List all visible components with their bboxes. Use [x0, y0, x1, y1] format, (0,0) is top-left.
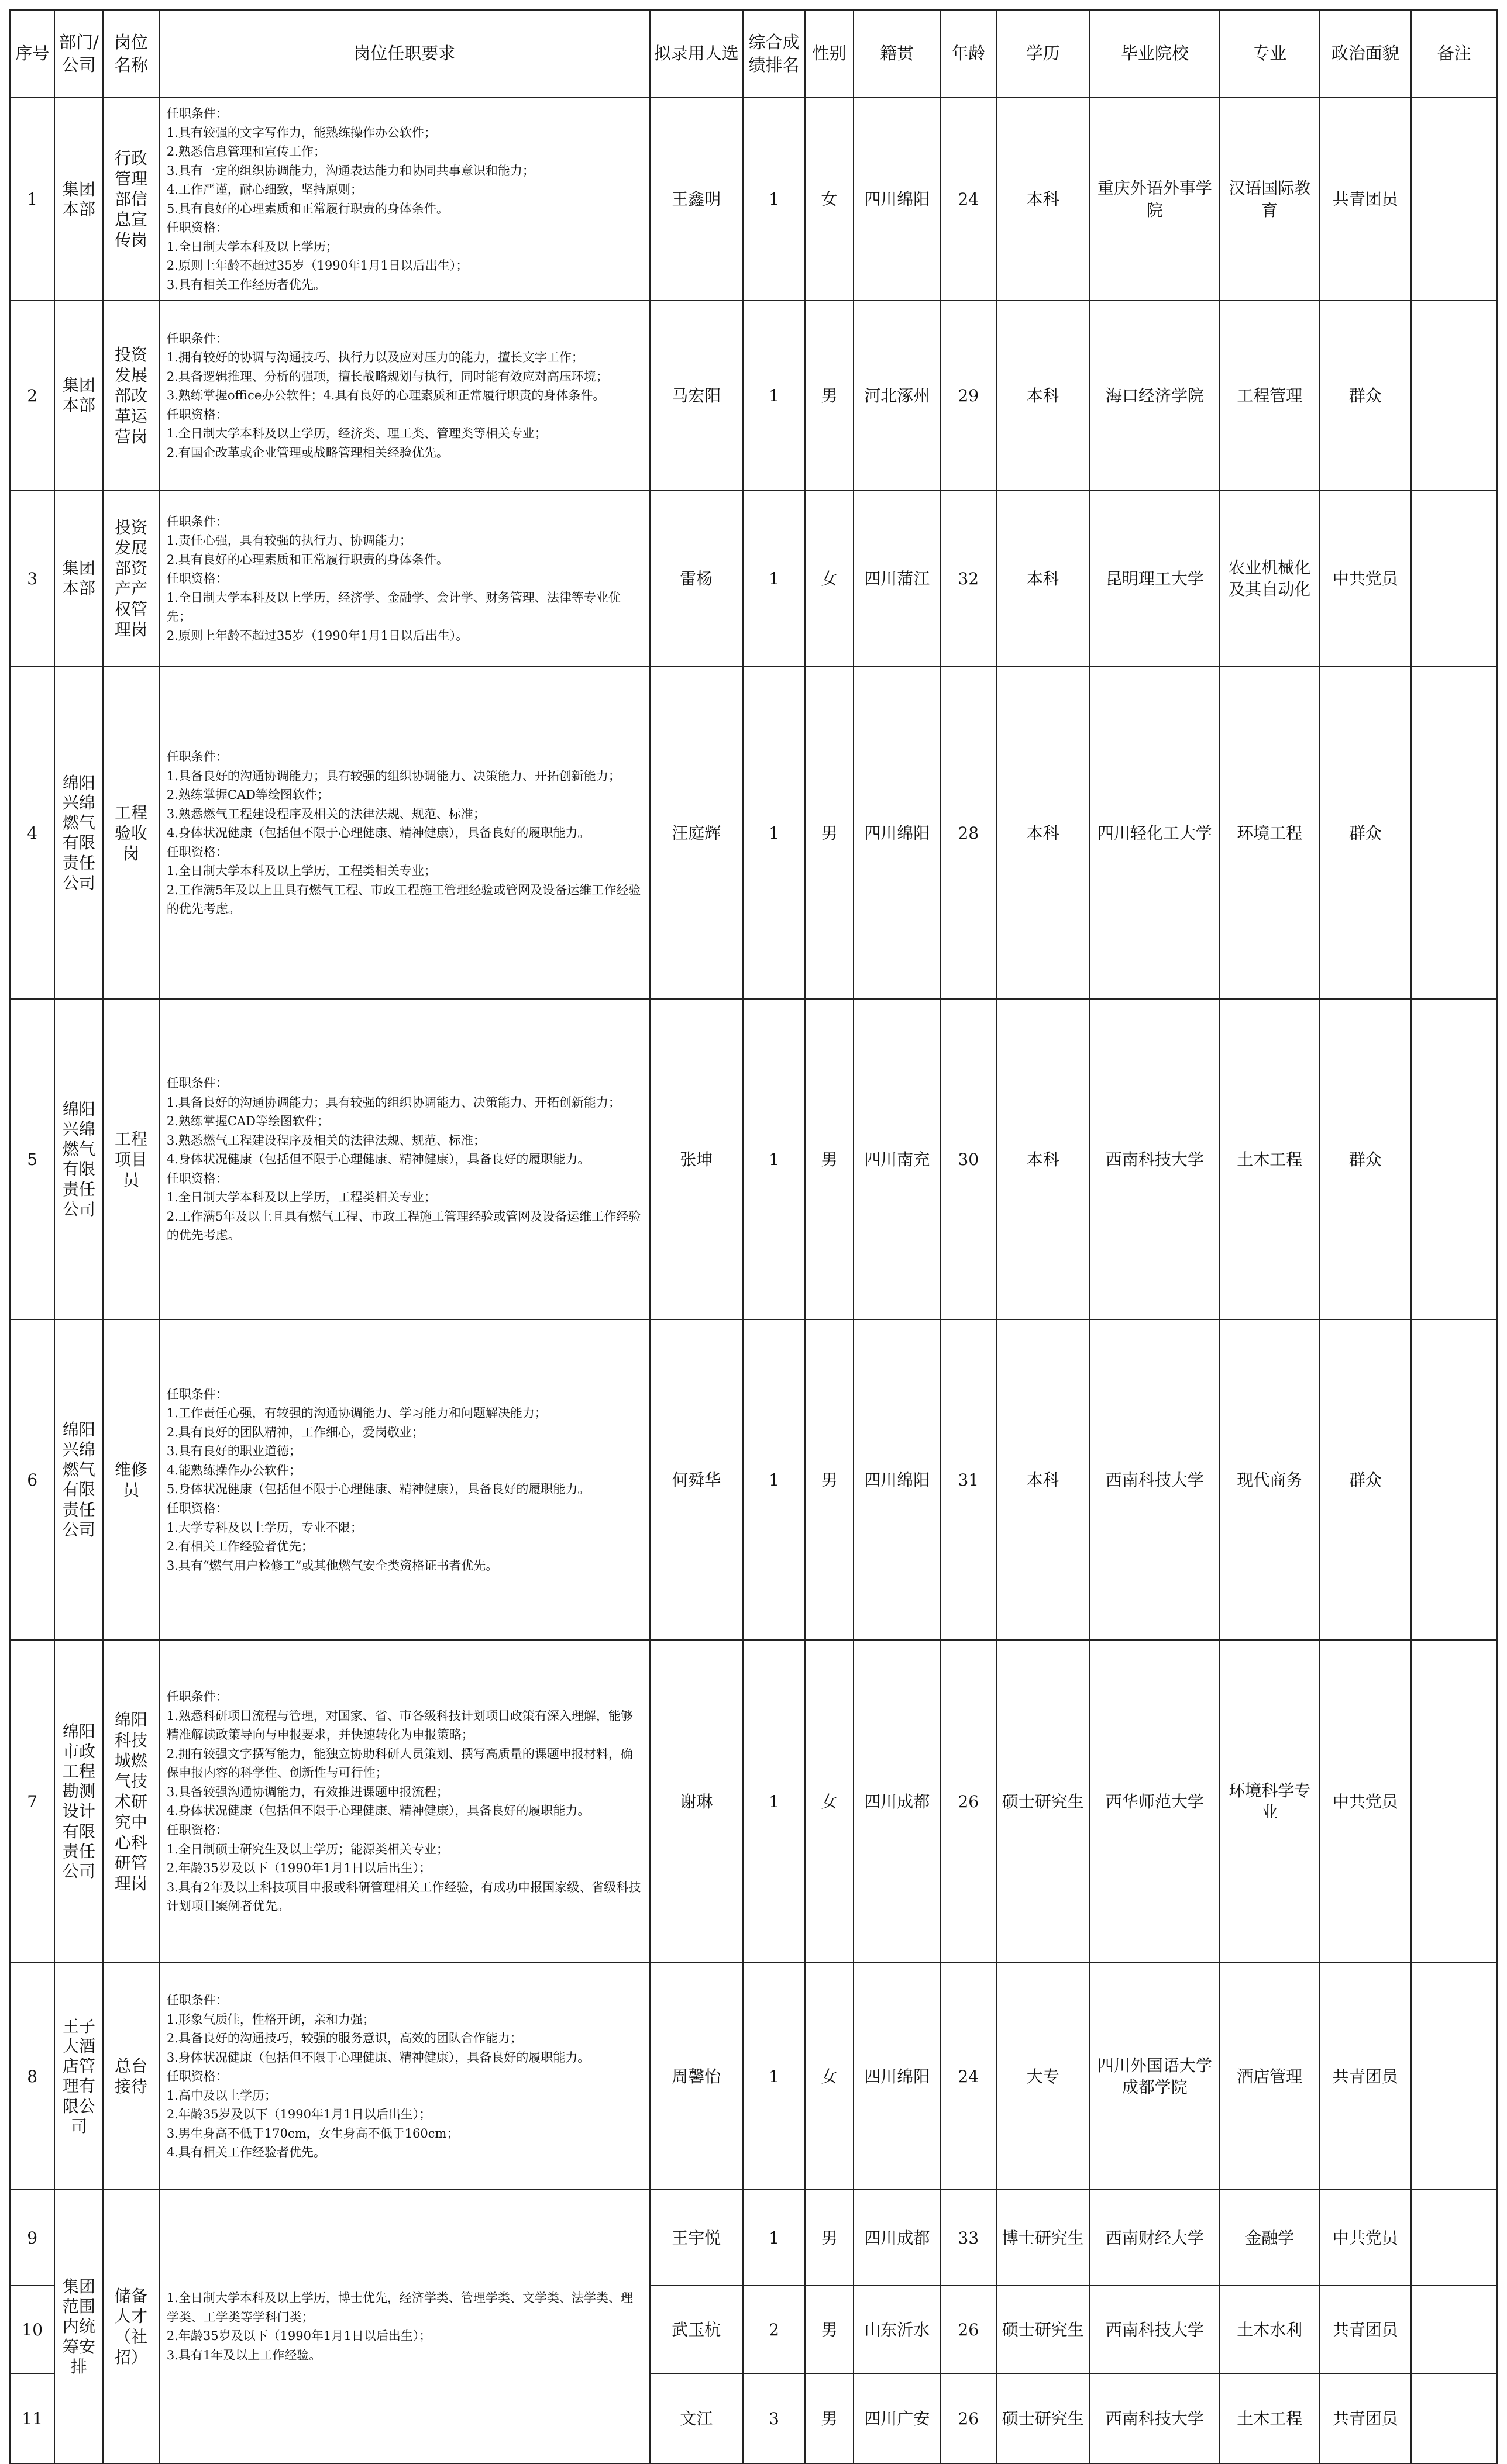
political-cell: 共青团员 — [1319, 2286, 1411, 2373]
remark-cell — [1411, 1319, 1497, 1640]
rank-cell: 1 — [743, 2190, 805, 2286]
gender-cell: 男 — [805, 2190, 854, 2286]
rank-cell: 1 — [743, 1963, 805, 2190]
education-cell: 博士研究生 — [996, 2190, 1089, 2286]
requirement-line: 1.全日制大学本科及以上学历，经济类、理工类、管理类等相关专业； — [166, 426, 547, 441]
candidate-name: 雷杨 — [650, 490, 743, 667]
origin-cell: 四川广安 — [854, 2373, 941, 2463]
requirements-cell — [159, 490, 650, 667]
header-school: 毕业院校 — [1089, 10, 1220, 98]
candidate-name: 王鑫明 — [650, 98, 743, 301]
header-post: 岗位名称 — [103, 10, 159, 98]
gender-cell: 男 — [805, 301, 854, 490]
requirements-cell — [159, 667, 650, 999]
seq-cell: 1 — [10, 98, 54, 301]
rank-cell: 1 — [743, 1640, 805, 1963]
requirement-line: 1.高中及以上学历； — [166, 2088, 277, 2103]
requirements-cell — [159, 1640, 650, 1963]
requirement-line: 任职条件： — [166, 1690, 228, 1704]
table-row — [10, 2190, 1497, 2286]
header-candidate: 拟录用人选 — [650, 10, 743, 98]
school-cell: 西南科技大学 — [1089, 2286, 1220, 2373]
candidate-name: 武玉杭 — [650, 2286, 743, 2373]
requirement-line: 3.具有2年及以上科技项目申报或科研管理相关工作经验，有成功申报国家级、省级科技计划项目案例者优先。 — [166, 1880, 641, 1914]
candidate-name: 文江 — [650, 2373, 743, 2463]
seq-cell: 3 — [10, 490, 54, 667]
major-cell: 土木工程 — [1220, 999, 1319, 1319]
requirement-line: 1.全日制大学本科及以上学历，博士优先，经济学类、管理学类、文学类、法学类、理学类、工学类等学科门类； — [166, 2291, 633, 2324]
political-cell: 共青团员 — [1319, 2373, 1411, 2463]
seq-cell: 5 — [10, 999, 54, 1319]
requirement-line: 2.有相关工作经验者优先； — [166, 1539, 314, 1554]
requirement-line: 1.大学专科及以上学历，专业不限； — [166, 1520, 363, 1535]
remark-cell — [1411, 2373, 1497, 2463]
requirement-line: 任职资格： — [166, 407, 228, 422]
candidate-name: 汪庭辉 — [650, 667, 743, 999]
school-cell: 西南科技大学 — [1089, 2373, 1220, 2463]
origin-cell: 四川绵阳 — [854, 98, 941, 301]
header-age: 年龄 — [941, 10, 997, 98]
requirement-line: 4.工作严谨，耐心细致，坚持原则； — [166, 182, 363, 197]
requirement-line: 1.具有较强的文字写作力，能熟练操作办公软件； — [166, 125, 436, 140]
post-cell: 储备人才（社招） — [103, 2190, 159, 2463]
post-cell: 投资发展部改革运营岗 — [103, 301, 159, 490]
dept-cell: 集团本部 — [54, 301, 103, 490]
seq-cell: 7 — [10, 1640, 54, 1963]
requirements-cell — [159, 999, 650, 1319]
requirement-line: 1.熟悉科研项目流程与管理，对国家、省、市各级科技计划项目政策有深入理解，能够精准解读政策导向与申报要求，并快速转化为申报策略； — [166, 1708, 633, 1742]
table-row — [10, 490, 1497, 667]
education-cell: 本科 — [996, 1319, 1089, 1640]
requirement-line: 任职条件： — [166, 750, 228, 764]
gender-cell: 女 — [805, 1963, 854, 2190]
requirement-line: 任职条件： — [166, 331, 228, 346]
hiring-table-sheet — [9, 9, 1498, 2464]
requirement-line: 任职资格： — [166, 1171, 228, 1186]
requirement-line: 2.具备良好的沟通技巧，较强的服务意识，高效的团队合作能力； — [166, 2031, 522, 2046]
requirement-line: 任职资格： — [166, 1501, 228, 1516]
education-cell: 本科 — [996, 301, 1089, 490]
seq-cell: 4 — [10, 667, 54, 999]
age-cell: 33 — [941, 2190, 997, 2286]
requirement-line: 4.身体状况健康（包括但不限于心理健康、精神健康），具备良好的履职能力。 — [166, 1152, 590, 1167]
requirement-line: 3.熟悉燃气工程建设程序及相关的法律法规、规范、标准； — [166, 1133, 486, 1147]
dept-cell: 绵阳兴绵燃气有限责任公司 — [54, 999, 103, 1319]
requirement-line: 2.熟练掌握CAD等绘图软件； — [166, 788, 329, 802]
table-row — [10, 667, 1497, 999]
political-cell: 中共党员 — [1319, 2190, 1411, 2286]
requirement-line: 1.责任心强，具有较强的执行力、协调能力； — [166, 533, 412, 548]
gender-cell: 女 — [805, 98, 854, 301]
table-body — [10, 98, 1497, 2463]
requirement-line: 1.形象气质佳，性格开朗，亲和力强； — [166, 2012, 375, 2027]
requirement-line: 2.熟悉信息管理和宣传工作； — [166, 144, 326, 159]
requirement-line: 4.身体状况健康（包括但不限于心理健康、精神健康），具备良好的履职能力。 — [166, 826, 590, 840]
requirement-line: 3.具备较强沟通协调能力，有效推进课题申报流程； — [166, 1784, 449, 1799]
requirement-line: 任职资格： — [166, 1823, 228, 1838]
requirement-line: 1.具备良好的沟通协调能力；具有较强的组织协调能力、决策能力、开拓创新能力； — [166, 1095, 621, 1109]
requirement-line: 2.年龄35岁及以下（1990年1月1日以后出生）； — [166, 2329, 432, 2344]
requirement-line: 2.具有良好的心理素质和正常履行职责的身体条件。 — [166, 552, 449, 567]
header-gender: 性别 — [805, 10, 854, 98]
age-cell: 26 — [941, 1640, 997, 1963]
requirement-line: 5.身体状况健康（包括但不限于心理健康、精神健康），具备良好的履职能力。 — [166, 1482, 590, 1497]
requirement-line: 2.具备逻辑推理、分析的强项，擅长战略规划与执行，同时能有效应对高压环境； — [166, 369, 608, 384]
political-cell: 群众 — [1319, 667, 1411, 999]
post-cell: 工程验收岗 — [103, 667, 159, 999]
table-row — [10, 98, 1497, 301]
major-cell: 工程管理 — [1220, 301, 1319, 490]
requirements-cell — [159, 1319, 650, 1640]
school-cell: 西南科技大学 — [1089, 1319, 1220, 1640]
requirement-line: 3.熟练掌握office办公软件；4.具有良好的心理素质和正常履行职责的身体条件。 — [166, 388, 605, 403]
school-cell: 四川轻化工大学 — [1089, 667, 1220, 999]
origin-cell: 山东沂水 — [854, 2286, 941, 2373]
seq-cell: 11 — [10, 2373, 54, 2463]
age-cell: 31 — [941, 1319, 997, 1640]
political-cell: 共青团员 — [1319, 98, 1411, 301]
requirement-line: 2.工作满5年及以上且具有燃气工程、市政工程施工管理经验或管网及设备运维工作经验的优先考虑。 — [166, 1209, 641, 1243]
rank-cell: 1 — [743, 1319, 805, 1640]
header-major: 专业 — [1220, 10, 1319, 98]
requirements-cell — [159, 2190, 650, 2463]
requirement-line: 3.具有1年及以上工作经验。 — [166, 2348, 322, 2363]
requirement-line: 任职条件： — [166, 1076, 228, 1090]
remark-cell — [1411, 2286, 1497, 2373]
candidate-name: 王宇悦 — [650, 2190, 743, 2286]
requirement-line: 2.工作满5年及以上且具有燃气工程、市政工程施工管理经验或管网及设备运维工作经验的优先考虑。 — [166, 883, 641, 916]
seq-cell: 8 — [10, 1963, 54, 2190]
post-cell: 行政管理部信息宣传岗 — [103, 98, 159, 301]
age-cell: 32 — [941, 490, 997, 667]
school-cell: 昆明理工大学 — [1089, 490, 1220, 667]
requirement-line: 1.全日制大学本科及以上学历，工程类相关专业； — [166, 864, 436, 878]
major-cell: 环境工程 — [1220, 667, 1319, 999]
major-cell: 土木水利 — [1220, 2286, 1319, 2373]
requirement-line: 任职条件： — [166, 514, 228, 529]
remark-cell — [1411, 1640, 1497, 1963]
gender-cell: 女 — [805, 490, 854, 667]
major-cell: 酒店管理 — [1220, 1963, 1319, 2190]
requirement-line: 3.具有一定的组织协调能力，沟通表达能力和协同共事意识和能力； — [166, 163, 535, 178]
requirement-line: 2.年龄35岁及以下（1990年1月1日以后出生）； — [166, 2107, 432, 2122]
education-cell: 大专 — [996, 1963, 1089, 2190]
gender-cell: 男 — [805, 667, 854, 999]
age-cell: 29 — [941, 301, 997, 490]
header-row — [10, 10, 1497, 98]
header-political: 政治面貌 — [1319, 10, 1411, 98]
rank-cell: 1 — [743, 98, 805, 301]
age-cell: 24 — [941, 98, 997, 301]
requirement-line: 2.拥有较强文字撰写能力，能独立协助科研人员策划、撰写高质量的课题申报材料，确保申报内容的科学性、创新性与可行性； — [166, 1746, 633, 1780]
candidate-name: 周馨怡 — [650, 1963, 743, 2190]
origin-cell: 四川绵阳 — [854, 667, 941, 999]
requirement-line: 任职资格： — [166, 2069, 228, 2084]
header-remark: 备注 — [1411, 10, 1497, 98]
requirement-line: 2.有国企改革或企业管理或战略管理相关经验优先。 — [166, 445, 449, 460]
candidate-name: 谢琳 — [650, 1640, 743, 1963]
remark-cell — [1411, 301, 1497, 490]
rank-cell: 2 — [743, 2286, 805, 2373]
age-cell: 28 — [941, 667, 997, 999]
requirement-line: 2.年龄35岁及以下（1990年1月1日以后出生）； — [166, 1861, 432, 1876]
origin-cell: 四川成都 — [854, 1640, 941, 1963]
post-cell: 总台接待 — [103, 1963, 159, 2190]
dept-cell: 绵阳兴绵燃气有限责任公司 — [54, 1319, 103, 1640]
seq-cell: 2 — [10, 301, 54, 490]
age-cell: 26 — [941, 2373, 997, 2463]
age-cell: 26 — [941, 2286, 997, 2373]
requirements-cell — [159, 1963, 650, 2190]
origin-cell: 四川绵阳 — [854, 1963, 941, 2190]
header-seq: 序号 — [10, 10, 54, 98]
requirement-line: 1.工作责任心强，有较强的沟通协调能力、学习能力和问题解决能力； — [166, 1406, 547, 1421]
requirement-line: 3.具有“燃气用户检修工”或其他燃气安全类资格证书者优先。 — [166, 1558, 498, 1573]
school-cell: 西南财经大学 — [1089, 2190, 1220, 2286]
dept-cell: 绵阳市政工程勘测设计有限责任公司 — [54, 1640, 103, 1963]
school-cell: 西南科技大学 — [1089, 999, 1220, 1319]
requirement-line: 1.全日制硕士研究生及以上学历；能源类相关专业； — [166, 1842, 449, 1856]
school-cell: 海口经济学院 — [1089, 301, 1220, 490]
requirement-line: 3.男生身高不低于170cm，女生身高不低于160cm； — [166, 2126, 459, 2141]
post-cell: 绵阳科技城燃气技术研究中心科研管理岗 — [103, 1640, 159, 1963]
school-cell: 西华师范大学 — [1089, 1640, 1220, 1963]
requirement-line: 2.原则上年龄不超过35岁（1990年1月1日以后出生）； — [166, 259, 469, 273]
requirement-line: 任职条件： — [166, 1387, 228, 1401]
requirement-line: 任职资格： — [166, 571, 228, 586]
header-requirements: 岗位任职要求 — [159, 10, 650, 98]
education-cell: 硕士研究生 — [996, 2286, 1089, 2373]
gender-cell: 男 — [805, 1319, 854, 1640]
school-cell: 四川外国语大学成都学院 — [1089, 1963, 1220, 2190]
table-row — [10, 1963, 1497, 2190]
table-row — [10, 999, 1497, 1319]
origin-cell: 河北涿州 — [854, 301, 941, 490]
education-cell: 本科 — [996, 667, 1089, 999]
remark-cell — [1411, 98, 1497, 301]
gender-cell: 男 — [805, 2373, 854, 2463]
requirement-line: 任职条件： — [166, 1993, 228, 2007]
requirement-line: 3.熟悉燃气工程建设程序及相关的法律法规、规范、标准； — [166, 807, 486, 821]
origin-cell: 四川成都 — [854, 2190, 941, 2286]
major-cell: 金融学 — [1220, 2190, 1319, 2286]
school-cell: 重庆外语外事学院 — [1089, 98, 1220, 301]
requirements-cell — [159, 301, 650, 490]
requirement-line: 1.拥有较好的协调与沟通技巧、执行力以及应对压力的能力，擅长文字工作； — [166, 350, 584, 365]
dept-cell: 绵阳兴绵燃气有限责任公司 — [54, 667, 103, 999]
header-origin: 籍贯 — [854, 10, 941, 98]
major-cell: 现代商务 — [1220, 1319, 1319, 1640]
gender-cell: 男 — [805, 2286, 854, 2373]
seq-cell: 6 — [10, 1319, 54, 1640]
post-cell: 维修员 — [103, 1319, 159, 1640]
requirement-line: 3.身体状况健康（包括但不限于心理健康、精神健康），具备良好的履职能力。 — [166, 2050, 590, 2065]
requirement-line: 1.全日制大学本科及以上学历，经济学、金融学、会计学、财务管理、法律等专业优先； — [166, 590, 621, 624]
major-cell: 土木工程 — [1220, 2373, 1319, 2463]
major-cell: 环境科学专业 — [1220, 1640, 1319, 1963]
requirement-line: 4.具有相关工作经验者优先。 — [166, 2145, 326, 2160]
rank-cell: 1 — [743, 999, 805, 1319]
header-education: 学历 — [996, 10, 1089, 98]
political-cell: 共青团员 — [1319, 1963, 1411, 2190]
remark-cell — [1411, 667, 1497, 999]
origin-cell: 四川蒲江 — [854, 490, 941, 667]
hiring-table — [9, 9, 1498, 2464]
table-row — [10, 1640, 1497, 1963]
requirement-line: 2.原则上年龄不超过35岁（1990年1月1日以后出生）。 — [166, 628, 469, 643]
political-cell: 群众 — [1319, 1319, 1411, 1640]
requirement-line: 任职资格： — [166, 845, 228, 859]
requirement-line: 4.身体状况健康（包括但不限于心理健康、精神健康），具备良好的履职能力。 — [166, 1804, 590, 1818]
political-cell: 中共党员 — [1319, 490, 1411, 667]
rank-cell: 1 — [743, 667, 805, 999]
header-rank: 综合成绩排名 — [743, 10, 805, 98]
requirement-line: 2.熟练掌握CAD等绘图软件； — [166, 1114, 329, 1129]
rank-cell: 1 — [743, 490, 805, 667]
requirement-line: 4.能熟练操作办公软件； — [166, 1463, 301, 1477]
post-cell: 工程项目员 — [103, 999, 159, 1319]
origin-cell: 四川南充 — [854, 999, 941, 1319]
dept-cell: 王子大酒店管理有限公司 — [54, 1963, 103, 2190]
candidate-name: 马宏阳 — [650, 301, 743, 490]
requirement-line: 1.全日制大学本科及以上学历，工程类相关专业； — [166, 1190, 436, 1205]
remark-cell — [1411, 490, 1497, 667]
header-dept: 部门/公司 — [54, 10, 103, 98]
origin-cell: 四川绵阳 — [854, 1319, 941, 1640]
requirement-line: 1.具备良好的沟通协调能力；具有较强的组织协调能力、决策能力、开拓创新能力； — [166, 769, 621, 783]
rank-cell: 1 — [743, 301, 805, 490]
major-cell: 汉语国际教育 — [1220, 98, 1319, 301]
requirement-line: 任职条件： — [166, 106, 228, 120]
major-cell: 农业机械化及其自动化 — [1220, 490, 1319, 667]
rank-cell: 3 — [743, 2373, 805, 2463]
education-cell: 本科 — [996, 490, 1089, 667]
requirement-line: 3.具有良好的职业道德； — [166, 1444, 301, 1459]
requirement-line: 3.具有相关工作经历者优先。 — [166, 277, 326, 292]
candidate-name: 张坤 — [650, 999, 743, 1319]
candidate-name: 何舜华 — [650, 1319, 743, 1640]
requirement-line: 2.具有良好的团队精神，工作细心，爱岗敬业； — [166, 1425, 424, 1439]
post-cell: 投资发展部资产产权管理岗 — [103, 490, 159, 667]
education-cell: 硕士研究生 — [996, 2373, 1089, 2463]
table-row — [10, 1319, 1497, 1640]
political-cell: 群众 — [1319, 301, 1411, 490]
education-cell: 本科 — [996, 98, 1089, 301]
education-cell: 硕士研究生 — [996, 1640, 1089, 1963]
requirement-line: 任职资格： — [166, 220, 228, 235]
remark-cell — [1411, 999, 1497, 1319]
dept-cell: 集团范围内统筹安排 — [54, 2190, 103, 2463]
dept-cell: 集团本部 — [54, 98, 103, 301]
seq-cell: 10 — [10, 2286, 54, 2373]
remark-cell — [1411, 1963, 1497, 2190]
requirement-line: 1.全日制大学本科及以上学历； — [166, 239, 338, 254]
remark-cell — [1411, 2190, 1497, 2286]
age-cell: 24 — [941, 1963, 997, 2190]
table-row — [10, 301, 1497, 490]
dept-cell: 集团本部 — [54, 490, 103, 667]
gender-cell: 女 — [805, 1640, 854, 1963]
education-cell: 本科 — [996, 999, 1089, 1319]
age-cell: 30 — [941, 999, 997, 1319]
political-cell: 群众 — [1319, 999, 1411, 1319]
political-cell: 中共党员 — [1319, 1640, 1411, 1963]
requirements-cell — [159, 98, 650, 301]
seq-cell: 9 — [10, 2190, 54, 2286]
requirement-line: 5.具有良好的心理素质和正常履行职责的身体条件。 — [166, 201, 449, 216]
gender-cell: 男 — [805, 999, 854, 1319]
